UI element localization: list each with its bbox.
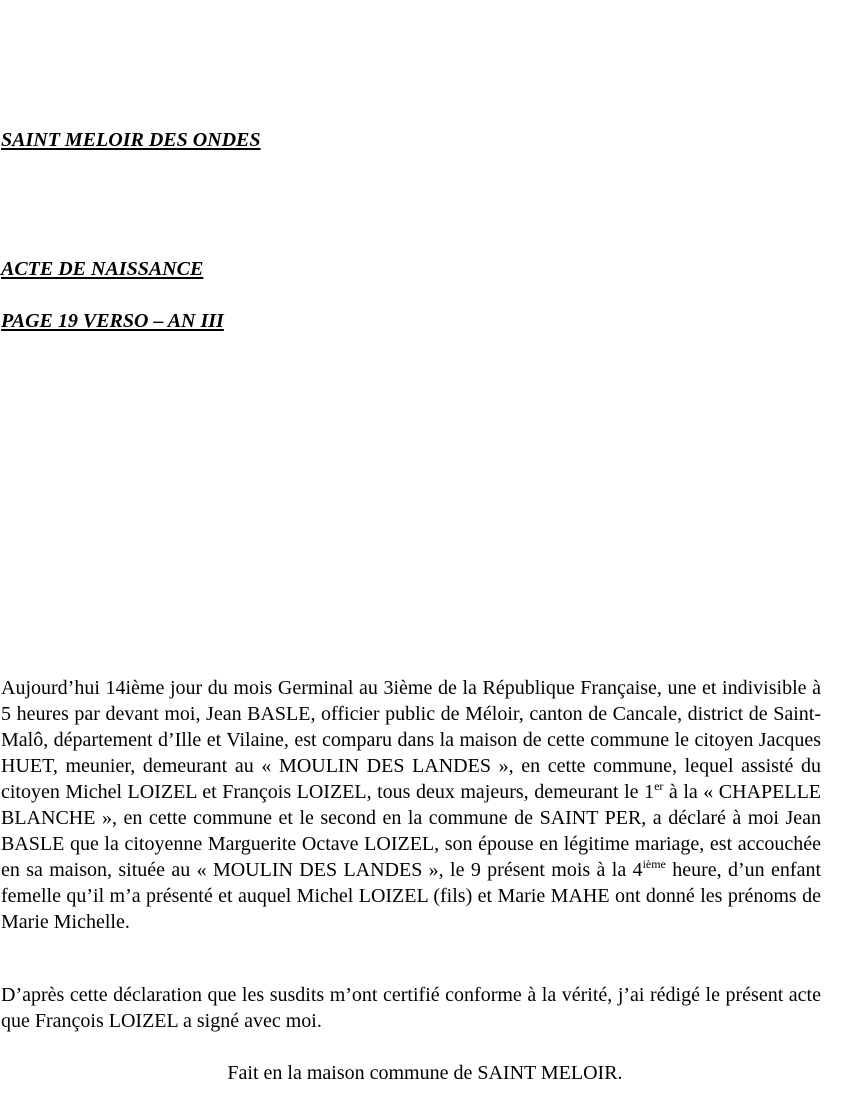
closing-line: Fait en la maison commune de SAINT MELOIR.	[227, 1062, 623, 1084]
certification-clip	[0, 982, 821, 1042]
declaration-text-part1: Aujourd’hui 14ième jour du mois Germinal au 3ième de la République Française, une et indivisible à 5 heures par devant moi, Jean BASLE, officier public de Méloir, canton de Cancale, district de Saint-Malô, département d’Ille et Vilaine, est comparu dans la maison de cette commune le citoyen Jacques HUET, meunier, demeurant au « MOULIN DES LANDES », en cette commune, lequel assisté du citoyen Michel LOIZEL et François LOIZEL, tous deux majeurs, demeurant le 1	[1, 677, 821, 803]
act-type-heading: ACTE DE NAISSANCE	[1, 258, 204, 280]
ordinal-superscript: er	[654, 779, 664, 793]
ordinal-superscript: ième	[642, 857, 666, 871]
town-heading: SAINT MELOIR DES ONDES	[1, 129, 261, 151]
declaration-paragraph	[1, 675, 821, 935]
certification-body	[1, 982, 821, 1034]
act-body	[1, 675, 821, 935]
act-body-clip	[0, 671, 821, 961]
declaration-text-part2: à la « CHAPELLE BLANCHE », en cette commune et le second en la commune de SAINT PER, a déclaré à moi Jean BASLE que la citoyenne Marguerite Octave LOIZEL, son épouse en légitime mariage, est accouchée en sa maison, située au « MOULIN DES LANDES », le 9 présent mois à la 4	[1, 781, 821, 881]
page-reference-heading: PAGE 19 VERSO – AN III	[1, 310, 224, 332]
certification-paragraph: D’après cette déclaration que les susdits m’ont certifié conforme à la vérité, j’ai rédigé le présent acte que François LOIZEL a signé avec moi.	[1, 984, 821, 1032]
declaration-text-part3: heure, d’un enfant femelle qu’il m’a présenté et auquel Michel LOIZEL (fils) et Marie MAHE ont donné les prénoms de Marie Michelle.	[1, 859, 821, 933]
